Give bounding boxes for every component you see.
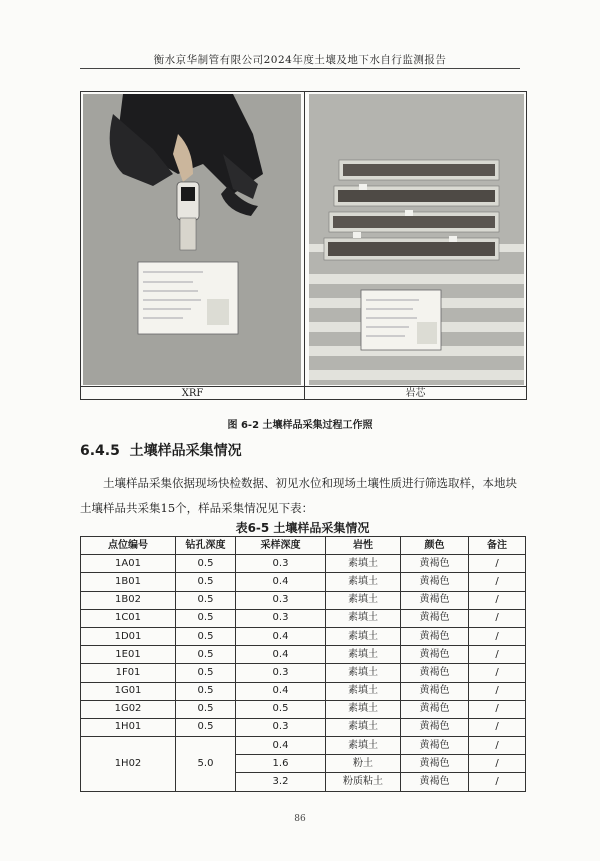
cell-sample-depth: 0.5 (236, 700, 326, 718)
cell-point: 1C01 (81, 609, 176, 627)
table-row (81, 737, 526, 755)
cell-point: 1H01 (81, 718, 176, 736)
cell-color: 黄褐色 (401, 718, 469, 736)
table-row (81, 718, 526, 736)
cell-sample-depth: 0.4 (236, 627, 326, 645)
header-sample-depth: 采样深度 (236, 537, 326, 555)
cell-point: 1G02 (81, 700, 176, 718)
cell-color: 黄褐色 (401, 573, 469, 591)
cell-sample-depth: 0.4 (236, 573, 326, 591)
xrf-caption: XRF (181, 388, 204, 399)
cell-sample-depth: 0.3 (236, 555, 326, 573)
header-rule (80, 68, 520, 69)
page-header: 衡水京华制管有限公司2024年度土壤及地下水自行监测报告 (153, 54, 447, 66)
table-title: 表6-5 土壤样品采集情况 (235, 521, 370, 535)
header-remark: 备注 (469, 537, 526, 555)
cell-drill-depth: 0.5 (176, 718, 236, 736)
cell-color: 黄褐色 (401, 755, 469, 773)
table-header-row (81, 537, 526, 555)
cell-color: 黄褐色 (401, 591, 469, 609)
table-row (81, 591, 526, 609)
cell-color: 黄褐色 (401, 664, 469, 682)
cell-drill-depth: 0.5 (176, 609, 236, 627)
cell-remark: / (469, 609, 526, 627)
cell-sample-depth: 0.4 (236, 737, 326, 755)
cell-color: 黄褐色 (401, 555, 469, 573)
cell-color: 黄褐色 (401, 700, 469, 718)
table-row (81, 664, 526, 682)
cell-sample-depth: 3.2 (236, 773, 326, 791)
cell-color: 黄褐色 (401, 627, 469, 645)
cell-remark: / (469, 664, 526, 682)
cell-drill-depth: 0.5 (176, 555, 236, 573)
cell-sample-depth: 1.6 (236, 755, 326, 773)
body-paragraph: 土壤样品采集依据现场快检数据、初见水位和现场土壤性质进行筛选取样，本地块土壤样品共采集15个，样品采集情况见下表： (80, 476, 517, 515)
cell-drill-depth: 0.5 (176, 627, 236, 645)
cell-remark: / (469, 773, 526, 791)
cell-drill-depth: 0.5 (176, 573, 236, 591)
cell-drill-depth: 5.0 (176, 737, 236, 792)
soil-sample-table (80, 536, 526, 792)
cell-lithology: 素填土 (326, 664, 401, 682)
section-title: 土壤样品采集情况 (129, 443, 242, 459)
cell-point: 1D01 (81, 627, 176, 645)
figure-title: 图 6-2 土壤样品采集过程工作照 (227, 420, 373, 431)
cell-point: 1G01 (81, 682, 176, 700)
cell-lithology: 素填土 (326, 591, 401, 609)
header-color: 颜色 (401, 537, 469, 555)
cell-sample-depth: 0.3 (236, 591, 326, 609)
cell-point: 1E01 (81, 646, 176, 664)
cell-lithology: 粉质粘土 (326, 773, 401, 791)
cell-color: 黄褐色 (401, 609, 469, 627)
table-row (81, 573, 526, 591)
cell-color: 黄褐色 (401, 773, 469, 791)
section-heading (80, 440, 242, 460)
cell-remark: / (469, 755, 526, 773)
cell-point: 1H02 (81, 737, 176, 792)
cell-remark: / (469, 737, 526, 755)
cell-remark: / (469, 573, 526, 591)
section-number: 6.4.5 (80, 443, 120, 459)
photo-divider (304, 92, 305, 399)
cell-lithology: 素填土 (326, 573, 401, 591)
cell-lithology: 素填土 (326, 555, 401, 573)
figure-caption-row (81, 386, 526, 400)
core-sample-photo (309, 94, 524, 385)
cell-lithology: 素填土 (326, 700, 401, 718)
cell-point: 1F01 (81, 664, 176, 682)
cell-color: 黄褐色 (401, 646, 469, 664)
cell-lithology: 素填土 (326, 737, 401, 755)
cell-sample-depth: 0.3 (236, 718, 326, 736)
cell-sample-depth: 0.3 (236, 664, 326, 682)
cell-remark: / (469, 700, 526, 718)
cell-point: 1B02 (81, 591, 176, 609)
xrf-photo (83, 94, 301, 385)
cell-drill-depth: 0.5 (176, 664, 236, 682)
cell-drill-depth: 0.5 (176, 591, 236, 609)
cell-color: 黄褐色 (401, 682, 469, 700)
cell-drill-depth: 0.5 (176, 700, 236, 718)
header-point: 点位编号 (81, 537, 176, 555)
cell-color: 黄褐色 (401, 737, 469, 755)
cell-remark: / (469, 591, 526, 609)
cell-drill-depth: 0.5 (176, 646, 236, 664)
cell-remark: / (469, 682, 526, 700)
cell-remark: / (469, 555, 526, 573)
cell-lithology: 粉土 (326, 755, 401, 773)
header-lithology: 岩性 (326, 537, 401, 555)
cell-remark: / (469, 627, 526, 645)
cell-point: 1A01 (81, 555, 176, 573)
core-caption: 岩芯 (405, 388, 426, 399)
photo-figure (80, 91, 527, 400)
cell-lithology: 素填土 (326, 718, 401, 736)
table-row (81, 682, 526, 700)
table-row (81, 700, 526, 718)
table-row (81, 609, 526, 627)
cell-point: 1B01 (81, 573, 176, 591)
cell-sample-depth: 0.4 (236, 682, 326, 700)
page-number: 86 (294, 814, 306, 824)
cell-lithology: 素填土 (326, 682, 401, 700)
table-row (81, 555, 526, 573)
table-row (81, 646, 526, 664)
cell-drill-depth: 0.5 (176, 682, 236, 700)
cell-lithology: 素填土 (326, 609, 401, 627)
header-drill-depth: 钻孔深度 (176, 537, 236, 555)
table-row (81, 627, 526, 645)
cell-sample-depth: 0.3 (236, 609, 326, 627)
cell-lithology: 素填土 (326, 627, 401, 645)
cell-lithology: 素填土 (326, 646, 401, 664)
cell-remark: / (469, 718, 526, 736)
cell-remark: / (469, 646, 526, 664)
cell-sample-depth: 0.4 (236, 646, 326, 664)
